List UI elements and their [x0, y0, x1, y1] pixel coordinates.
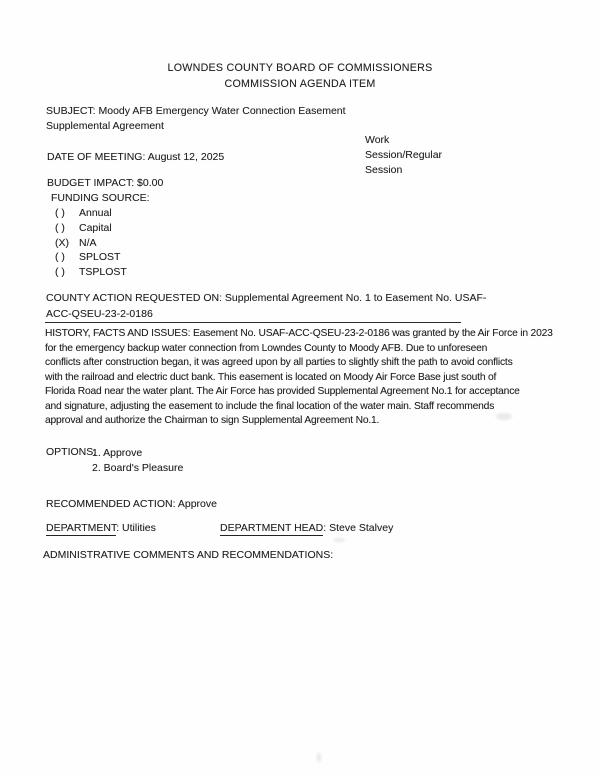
department-field — [46, 522, 156, 534]
funding-option-label: SPLOST — [79, 251, 121, 264]
funding-option-na — [55, 236, 127, 251]
funding-option-label: Annual — [79, 207, 112, 219]
title-line-1: LOWNDES COUNTY BOARD OF COMMISSIONERS — [167, 62, 433, 74]
administrative-comments-heading: ADMINISTRATIVE COMMENTS AND RECOMMENDATIONS: — [43, 549, 334, 561]
options-list — [92, 446, 183, 476]
history-line-5: Florida Road near the water plant. The Air Force has provided Supplemental Agreement No.1 for acceptance — [45, 386, 520, 397]
checkbox-splost: ( ) — [55, 251, 65, 264]
county-action-line-1: COUNTY ACTION REQUESTED ON: Supplemental Agreement No. 1 to Easement No. USAF- — [46, 292, 487, 304]
county-action-line-2: ACC-QSEU-23-2-0186 — [46, 307, 153, 320]
county-action-requested — [46, 291, 486, 322]
scan-artifact — [496, 413, 512, 420]
funding-option-label: TSPLOST — [79, 266, 127, 279]
horizontal-rule — [45, 322, 461, 323]
funding-source-label: FUNDING SOURCE: — [51, 192, 150, 204]
department-head-value: : Steve Stalvey — [323, 522, 394, 534]
title-line-2: COMMISSION AGENDA ITEM — [224, 77, 376, 90]
recommended-action: RECOMMENDED ACTION: Approve — [46, 498, 217, 510]
department-head-label: DEPARTMENT HEAD — [220, 522, 324, 534]
funding-option-tsplost — [55, 265, 127, 280]
checkbox-annual: ( ) — [55, 207, 65, 219]
budget-impact: BUDGET IMPACT: $0.00 — [47, 177, 164, 189]
funding-source-list — [55, 206, 127, 280]
funding-option-splost — [55, 250, 127, 265]
history-line-2: for the emergency backup water connection from Lowndes County to Moody AFB. Due to unforeseen — [45, 342, 488, 354]
option-boards-pleasure: 2. Board's Pleasure — [92, 462, 184, 474]
history-line-6: and signature, adjusting the easement to include the final location of the water main. Staff recommends — [45, 400, 495, 412]
session-line-3: Session — [365, 164, 403, 176]
department-label: DEPARTMENT — [46, 522, 117, 534]
department-value: : Utilities — [116, 522, 156, 534]
subject-line-1: SUBJECT: Moody AFB Emergency Water Connection Easement — [46, 105, 346, 117]
checkbox-tsplost: ( ) — [55, 266, 65, 279]
history-facts-issues — [45, 327, 553, 429]
session-line-2: Session/Regular — [365, 149, 443, 161]
history-line-4: with the railroad and electric duct bank. This easement is located on Moody Air Force Base just south of — [45, 371, 497, 383]
funding-option-capital — [55, 221, 127, 236]
options-label: OPTIONS: — [46, 446, 97, 458]
funding-option-label: N/A — [79, 236, 97, 249]
checkbox-na-checked: (X) — [55, 236, 69, 249]
history-line-7: approval and authorize the Chairman to sign Supplemental Agreement No.1. — [45, 415, 380, 426]
checkbox-capital: ( ) — [55, 221, 65, 234]
subject-block — [46, 104, 346, 134]
document-title — [0, 61, 600, 92]
session-type-block — [365, 133, 442, 178]
department-head-field — [220, 522, 393, 534]
history-line-3: conflicts after construction began, it was agreed upon by all parties to slightly shift the path to avoid conflicts — [45, 357, 513, 368]
funding-option-annual — [55, 206, 127, 221]
date-of-meeting: DATE OF MEETING: August 12, 2025 — [47, 151, 225, 163]
session-line-1: Work — [365, 134, 390, 146]
subject-line-2: Supplemental Agreement — [46, 120, 164, 132]
scan-artifact — [333, 538, 345, 542]
option-approve: 1. Approve — [92, 447, 143, 459]
history-line-1: HISTORY, FACTS AND ISSUES: Easement No. USAF-ACC-QSEU-23-2-0186 was granted by the Air Force in 2023 — [45, 328, 553, 339]
scan-artifact — [317, 753, 321, 762]
funding-option-label: Capital — [79, 221, 112, 234]
